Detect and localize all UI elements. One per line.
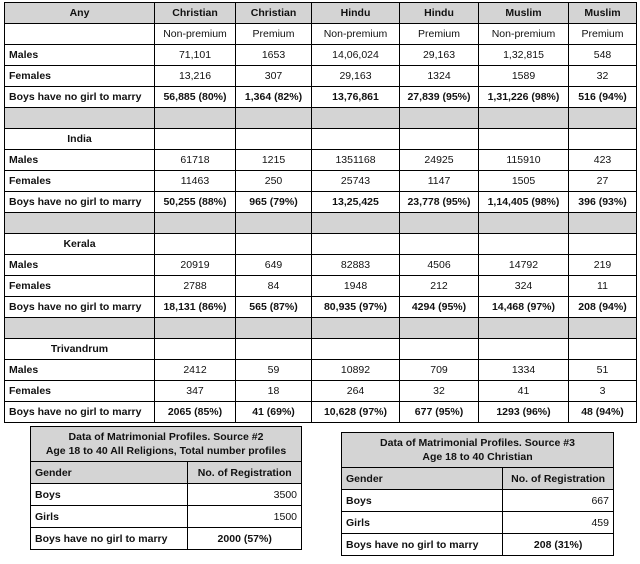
source2-header-row (31, 462, 302, 484)
source2-value-girls: 1500 (188, 506, 302, 528)
data-cell: 347 (155, 381, 236, 402)
section-empty-cell (569, 129, 637, 150)
section-empty-cell (155, 234, 236, 255)
spacer-cell (155, 318, 236, 339)
spacer-cell (400, 108, 479, 129)
section-empty-cell (155, 339, 236, 360)
data-cell: 115910 (479, 150, 569, 171)
spacer-cell (479, 318, 569, 339)
section-empty-cell (569, 339, 637, 360)
row-label: Males (5, 360, 155, 381)
data-cell: 23,778 (95%) (400, 192, 479, 213)
section-empty-cell (400, 339, 479, 360)
table-row (5, 381, 637, 402)
data-cell: 1215 (236, 150, 312, 171)
section-empty-cell (155, 129, 236, 150)
source3-header-row (342, 468, 614, 490)
data-cell: 307 (236, 66, 312, 87)
section-empty-cell (236, 339, 312, 360)
data-cell: 2412 (155, 360, 236, 381)
data-cell: 11463 (155, 171, 236, 192)
source3-value-no-girl: 208 (31%) (503, 534, 614, 556)
row-label: Males (5, 45, 155, 66)
spacer-cell (400, 318, 479, 339)
data-cell: 212 (400, 276, 479, 297)
data-cell: 1589 (479, 66, 569, 87)
data-cell: 41 (479, 381, 569, 402)
section-empty-cell (400, 234, 479, 255)
data-cell: 965 (79%) (236, 192, 312, 213)
source2-value-boys: 3500 (188, 484, 302, 506)
data-cell: 13,76,861 (312, 87, 400, 108)
source2-row-no-girl (31, 528, 302, 550)
data-cell: 27,839 (95%) (400, 87, 479, 108)
data-cell: 1,14,405 (98%) (479, 192, 569, 213)
source3-title-row (342, 433, 614, 468)
data-cell: 18,131 (86%) (155, 297, 236, 318)
data-cell: 1948 (312, 276, 400, 297)
spacer-cell (569, 318, 637, 339)
table-row (5, 87, 637, 108)
source2-title-line2: Age 18 to 40 All Religions, Total number profiles (45, 445, 287, 457)
source3-value-boys: 667 (503, 490, 614, 512)
source3-header-gender: Gender (342, 468, 503, 490)
spacer-cell (5, 213, 155, 234)
header-row-religion (5, 3, 637, 24)
spacer-cell (312, 213, 400, 234)
header-cell-type: Premium (569, 24, 637, 45)
spacer-row (5, 318, 637, 339)
row-label: Males (5, 150, 155, 171)
data-cell: 32 (569, 66, 637, 87)
data-cell: 1,364 (82%) (236, 87, 312, 108)
data-cell: 565 (87%) (236, 297, 312, 318)
data-cell: 1351168 (312, 150, 400, 171)
data-cell: 208 (94%) (569, 297, 637, 318)
data-cell: 1324 (400, 66, 479, 87)
section-empty-cell (479, 234, 569, 255)
table-row (5, 66, 637, 87)
table-row (5, 255, 637, 276)
data-cell: 20919 (155, 255, 236, 276)
source3-title-line1: Data of Matrimonial Profiles. Source #3 (380, 437, 575, 449)
data-cell: 59 (236, 360, 312, 381)
section-empty-cell (312, 129, 400, 150)
spacer-cell (479, 213, 569, 234)
header-cell-religion: Muslim (569, 3, 637, 24)
data-cell: 11 (569, 276, 637, 297)
table-row (5, 192, 637, 213)
header-row-type (5, 24, 637, 45)
data-cell: 29,163 (400, 45, 479, 66)
data-cell: 10,628 (97%) (312, 402, 400, 423)
source2-title (31, 427, 302, 462)
row-label: Females (5, 276, 155, 297)
header-cell-religion: Christian (155, 3, 236, 24)
data-cell: 41 (69%) (236, 402, 312, 423)
source2-row-boys (31, 484, 302, 506)
spacer-row (5, 213, 637, 234)
data-cell: 51 (569, 360, 637, 381)
data-cell: 14792 (479, 255, 569, 276)
source2-title-row (31, 427, 302, 462)
section-empty-cell (569, 234, 637, 255)
data-cell: 2065 (85%) (155, 402, 236, 423)
spacer-cell (569, 213, 637, 234)
data-cell: 4294 (95%) (400, 297, 479, 318)
row-label: Boys have no girl to marry (5, 402, 155, 423)
source3-label-no-girl: Boys have no girl to marry (342, 534, 503, 556)
data-cell: 548 (569, 45, 637, 66)
header-cell-religion: Muslim (479, 3, 569, 24)
source2-label-girls: Girls (31, 506, 188, 528)
source2-label-no-girl: Boys have no girl to marry (31, 528, 188, 550)
data-cell: 1,32,815 (479, 45, 569, 66)
data-cell: 14,06,024 (312, 45, 400, 66)
source3-title-line2: Age 18 to 40 Christian (422, 451, 533, 463)
spacer-cell (155, 213, 236, 234)
data-cell: 13,25,425 (312, 192, 400, 213)
header-cell-type: Non-premium (312, 24, 400, 45)
header-cell-religion: Hindu (312, 3, 400, 24)
data-cell: 56,885 (80%) (155, 87, 236, 108)
data-cell: 48 (94%) (569, 402, 637, 423)
data-cell: 2788 (155, 276, 236, 297)
header-cell-religion: Hindu (400, 3, 479, 24)
section-empty-cell (236, 129, 312, 150)
source3-title (342, 433, 614, 468)
source2-title-line1: Data of Matrimonial Profiles. Source #2 (68, 431, 264, 443)
source3-row-no-girl (342, 534, 614, 556)
section-title: India (5, 129, 155, 150)
table-row (5, 171, 637, 192)
section-title-row (5, 234, 637, 255)
source2-table (30, 426, 302, 550)
spacer-cell (312, 318, 400, 339)
header-cell-type: Premium (400, 24, 479, 45)
source3-value-girls: 459 (503, 512, 614, 534)
section-title-row (5, 339, 637, 360)
table-row (5, 150, 637, 171)
matrimonial-data-table (4, 2, 637, 423)
source2-value-no-girl: 2000 (57%) (188, 528, 302, 550)
data-cell: 82883 (312, 255, 400, 276)
row-label: Males (5, 255, 155, 276)
data-cell: 71,101 (155, 45, 236, 66)
section-empty-cell (312, 339, 400, 360)
spacer-cell (5, 108, 155, 129)
data-cell: 13,216 (155, 66, 236, 87)
source3-header-registration: No. of Registration (503, 468, 614, 490)
section-title-row (5, 129, 637, 150)
table-row (5, 402, 637, 423)
data-cell: 25743 (312, 171, 400, 192)
spacer-cell (5, 318, 155, 339)
header-cell-empty (5, 24, 155, 45)
row-label: Females (5, 171, 155, 192)
data-cell: 14,468 (97%) (479, 297, 569, 318)
spacer-cell (400, 213, 479, 234)
data-cell: 32 (400, 381, 479, 402)
table-row (5, 276, 637, 297)
table-body (5, 3, 637, 423)
source2-header-gender: Gender (31, 462, 188, 484)
source3-label-girls: Girls (342, 512, 503, 534)
data-cell: 516 (94%) (569, 87, 637, 108)
data-cell: 27 (569, 171, 637, 192)
source3-row-girls (342, 512, 614, 534)
section-empty-cell (479, 129, 569, 150)
header-cell-type: Premium (236, 24, 312, 45)
data-cell: 24925 (400, 150, 479, 171)
row-label: Boys have no girl to marry (5, 297, 155, 318)
source2-row-girls (31, 506, 302, 528)
row-label: Females (5, 66, 155, 87)
data-cell: 396 (93%) (569, 192, 637, 213)
row-label: Boys have no girl to marry (5, 192, 155, 213)
data-cell: 709 (400, 360, 479, 381)
data-cell: 677 (95%) (400, 402, 479, 423)
source3-label-boys: Boys (342, 490, 503, 512)
row-label: Females (5, 381, 155, 402)
data-cell: 1147 (400, 171, 479, 192)
source2-header-registration: No. of Registration (188, 462, 302, 484)
spacer-cell (236, 318, 312, 339)
data-cell: 29,163 (312, 66, 400, 87)
data-cell: 649 (236, 255, 312, 276)
spacer-cell (236, 108, 312, 129)
data-cell: 324 (479, 276, 569, 297)
source3-row-boys (342, 490, 614, 512)
data-cell: 1293 (96%) (479, 402, 569, 423)
data-cell: 61718 (155, 150, 236, 171)
section-empty-cell (479, 339, 569, 360)
data-cell: 264 (312, 381, 400, 402)
data-cell: 219 (569, 255, 637, 276)
data-cell: 1,31,226 (98%) (479, 87, 569, 108)
table-row (5, 45, 637, 66)
data-cell: 1505 (479, 171, 569, 192)
spacer-cell (569, 108, 637, 129)
data-cell: 50,255 (88%) (155, 192, 236, 213)
header-cell-any: Any (5, 3, 155, 24)
data-cell: 3 (569, 381, 637, 402)
spacer-cell (155, 108, 236, 129)
data-cell: 1653 (236, 45, 312, 66)
data-cell: 84 (236, 276, 312, 297)
data-cell: 80,935 (97%) (312, 297, 400, 318)
table-row (5, 297, 637, 318)
header-cell-type: Non-premium (155, 24, 236, 45)
data-cell: 423 (569, 150, 637, 171)
table-row (5, 360, 637, 381)
row-label: Boys have no girl to marry (5, 87, 155, 108)
data-cell: 10892 (312, 360, 400, 381)
section-empty-cell (312, 234, 400, 255)
data-cell: 1334 (479, 360, 569, 381)
source2-label-boys: Boys (31, 484, 188, 506)
data-cell: 4506 (400, 255, 479, 276)
spacer-cell (312, 108, 400, 129)
spacer-row (5, 108, 637, 129)
source3-table (341, 432, 614, 556)
spacer-cell (479, 108, 569, 129)
section-title: Kerala (5, 234, 155, 255)
section-title: Trivandrum (5, 339, 155, 360)
section-empty-cell (236, 234, 312, 255)
section-empty-cell (400, 129, 479, 150)
spacer-cell (236, 213, 312, 234)
data-cell: 18 (236, 381, 312, 402)
header-cell-type: Non-premium (479, 24, 569, 45)
header-cell-religion: Christian (236, 3, 312, 24)
data-cell: 250 (236, 171, 312, 192)
